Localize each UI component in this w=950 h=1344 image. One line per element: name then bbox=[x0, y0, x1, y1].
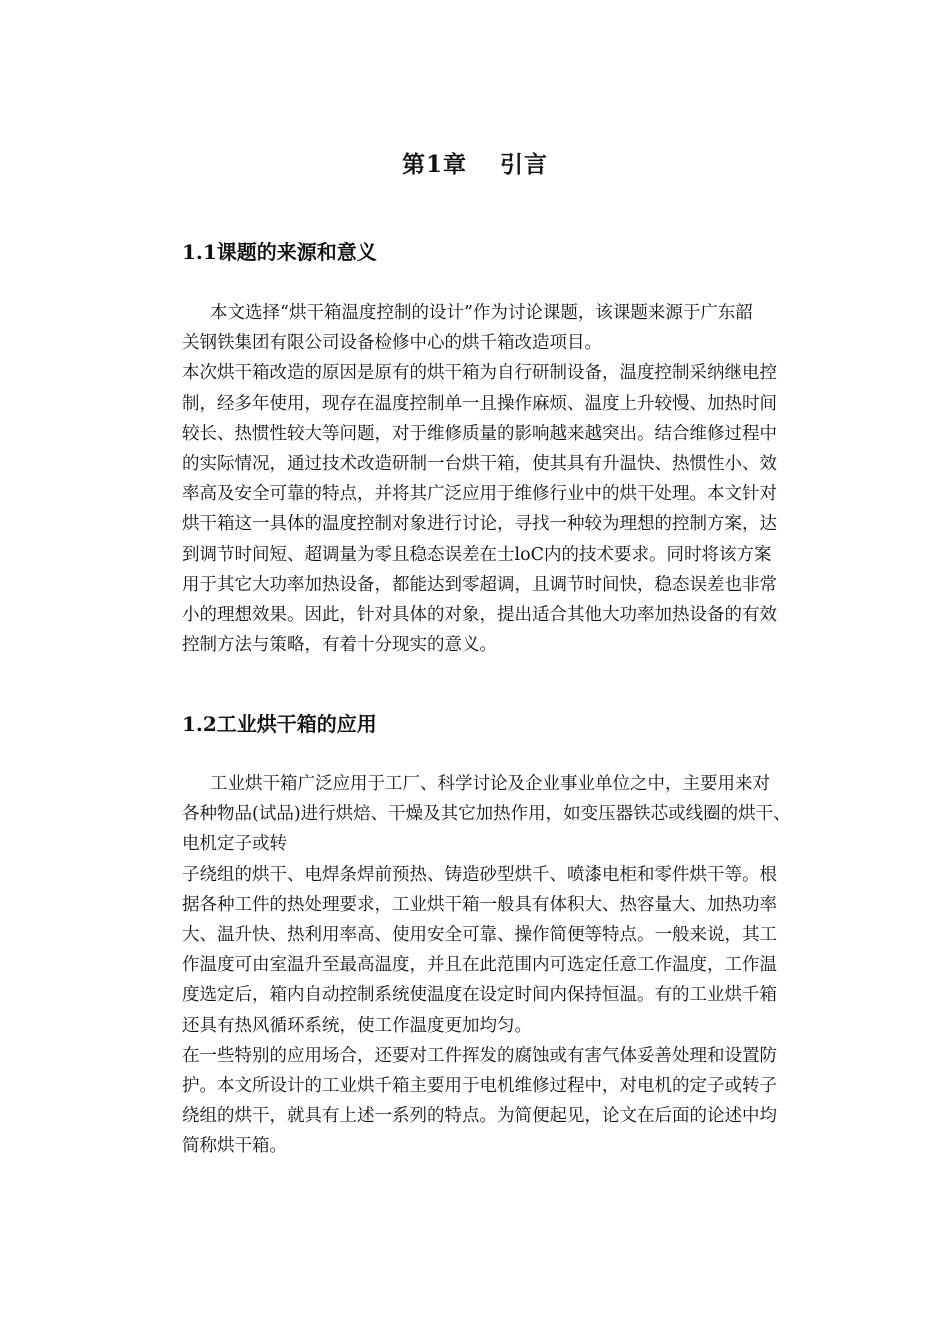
section-1-2-body bbox=[182, 769, 882, 1162]
paragraph-line: 本文选择“烘干箱温度控制的设计”作为讨论课题，该课题来源于广东韶 bbox=[210, 303, 753, 323]
paragraph-line: 控制方法与策略，有着十分现实的意义。 bbox=[182, 635, 497, 656]
paragraph-line: 护。本文所设计的工业烘千箱主要用于电机维修过程中，对电机的定子或转子 bbox=[182, 1076, 777, 1097]
paragraph-line: 关钢铁集团有限公司设备检修中心的烘千箱改造项目。 bbox=[182, 333, 602, 354]
paragraph-line: 的实际情况，通过技术改造研制一台烘干箱，使其具有升温快、热惯性小、效 bbox=[182, 454, 777, 475]
paragraph-line: 本次烘干箱改造的原因是原有的烘干箱为自行研制设备，温度控制采纳继电控 bbox=[182, 363, 777, 384]
paragraph-line: 据各种工件的热处理要求，工业烘干箱一般具有体积大、热容量大、加热功率 bbox=[182, 894, 777, 915]
paragraph-line: 制，经多年使用，现存在温度控制单一且操作麻烦、温度上升较慢、加热时间 bbox=[182, 393, 777, 414]
paragraph-line: 到调节时间短、超调量为零且稳态误差在士loC内的技术要求。同时将该方案 bbox=[182, 544, 772, 565]
paragraph-line: 率高及安全可靠的特点，并将其广泛应用于维修行业中的烘干处理。本文针对 bbox=[182, 484, 777, 505]
section-1-1-body bbox=[182, 298, 882, 660]
paragraph-line: 大、温升快、热利用率高、使用安全可靠、操作简便等特点。一般来说，其工 bbox=[182, 925, 777, 946]
paragraph-line: 在一些特别的应用场合，还要对工件挥发的腐蚀或有害气体妥善处理和设置防 bbox=[182, 1045, 777, 1066]
paragraph-line: 电机定子或转 bbox=[182, 834, 287, 855]
paragraph-line: 作温度可由室温升至最高温度，并且在此范围内可选定任意工作温度，工作温 bbox=[182, 955, 777, 976]
paragraph-line: 绕组的烘干，就具有上述一系列的特点。为简便起见，论文在后面的论述中均 bbox=[182, 1106, 777, 1127]
paragraph-line: 较长、热惯性较大等问题，对于维修质量的影响越来越突出。结合维修过程中 bbox=[182, 423, 777, 444]
paragraph-line: 各种物品(试品)进行烘焙、干燥及其它加热作用，如变压器铁芯或线圈的烘干、 bbox=[182, 804, 791, 825]
paragraph-line: 简称烘干箱。 bbox=[182, 1136, 287, 1157]
section-title-1-1: 1.1课题的来源和意义 bbox=[182, 240, 377, 264]
paragraph-line: 工业烘干箱广泛应用于工厂、科学讨论及企业事业单位之中，主要用来对 bbox=[210, 774, 770, 794]
paragraph-line: 小的理想效果。因此，针对具体的对象，提出适合其他大功率加热设备的有效 bbox=[182, 605, 777, 626]
paragraph-line: 还具有热风循环系统，使工作温度更加均匀。 bbox=[182, 1015, 532, 1036]
paragraph-line: 度选定后，箱内自动控制系统使温度在设定时间内保持恒温。有的工业烘千箱 bbox=[182, 985, 777, 1006]
paragraph-line: 用于其它大功率加热设备，都能达到零超调，且调节时间快，稳态误差也非常 bbox=[182, 574, 777, 595]
paragraph-line: 烘干箱这一具体的温度控制对象进行讨论，寻找一种较为理想的控制方案，达 bbox=[182, 514, 777, 535]
chapter-title: 第1章 引言 bbox=[401, 151, 548, 178]
section-title-1-2: 1.2工业烘干箱的应用 bbox=[182, 712, 377, 736]
paragraph-line: 子绕组的烘干、电焊条焊前预热、铸造砂型烘千、喷漆电柜和零件烘干等。根 bbox=[182, 864, 777, 885]
